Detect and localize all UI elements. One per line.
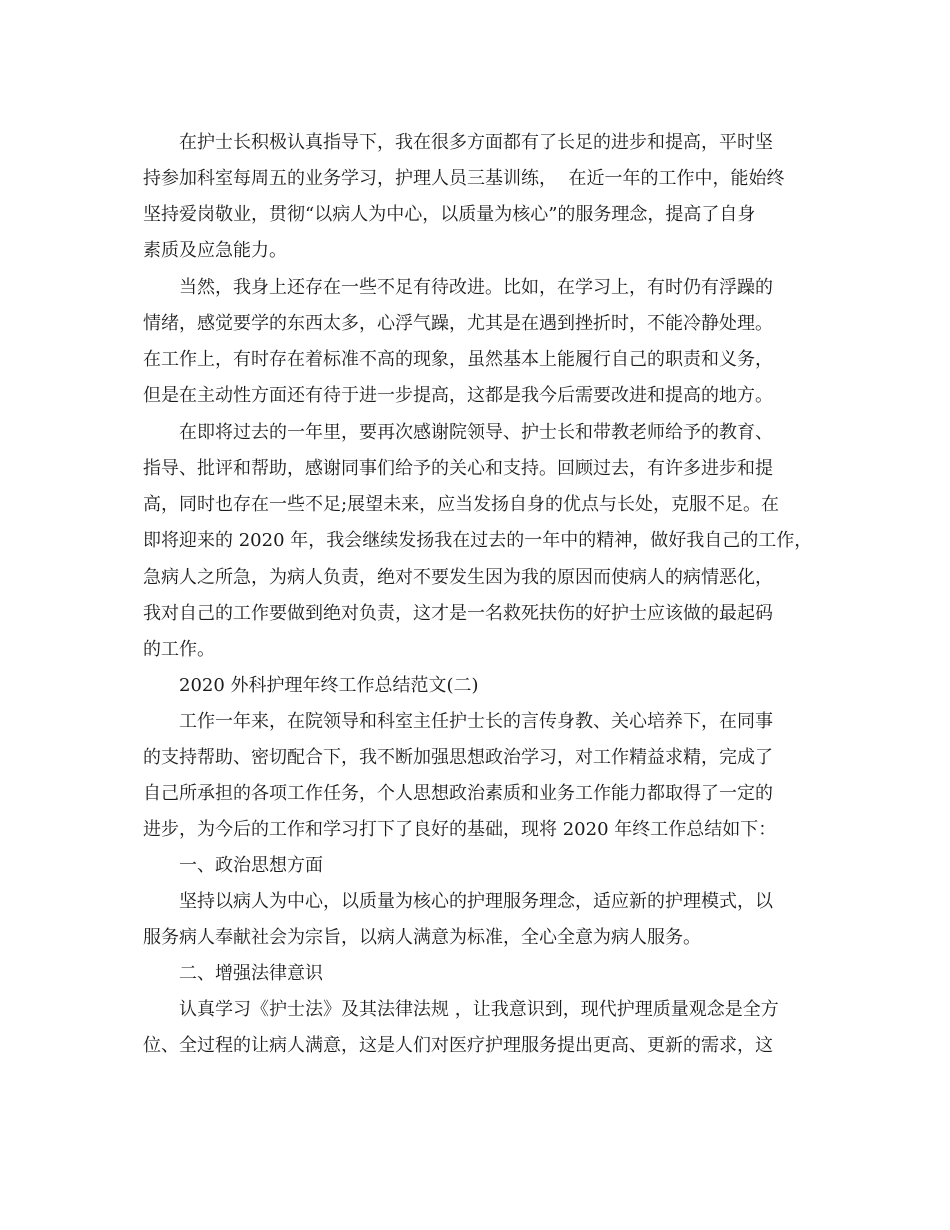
text-line: 持参加科室每周五的业务学习，护理人员三基训练， 在近一年的工作中，能始终 <box>143 168 785 189</box>
text-line: 即将迎来的 2020 年，我会继续发扬我在过去的一年中的精神，做好我自己的工作， <box>143 530 813 551</box>
text-line: 当然，我身上还存在一些不足有待改进。比如，在学习上，有时仍有浮躁的 <box>179 277 773 298</box>
text-line: 在工作上，有时存在着标准不高的现象，虽然基本上能履行自己的职责和义务， <box>143 349 773 370</box>
text-line: 坚持爱岗敬业，贯彻“以病人为中心，以质量为核心”的服务理念，提高了自身 <box>143 204 756 225</box>
text-line: 自己所承担的各项工作任务，个人思想政治素质和业务工作能力都取得了一定的 <box>143 783 773 804</box>
text-line: 工作一年来，在院领导和科室主任护士长的言传身教、关心培养下，在同事 <box>179 711 773 732</box>
section-heading: 一、政治思想方面 <box>179 855 323 876</box>
text-line: 但是在主动性方面还有待于进一步提高，这都是我今后需要改进和提高的地方。 <box>143 385 773 406</box>
text-line: 位、全过程的让病人满意，这是人们对医疗护理服务提出更高、更新的需求，这 <box>143 1035 773 1056</box>
text-line: 在护士长积极认真指导下，我在很多方面都有了长足的进步和提高，平时坚 <box>179 132 773 153</box>
text-line: 的支持帮助、密切配合下，我不断加强思想政治学习，对工作精益求精，完成了 <box>143 747 773 768</box>
text-line: 急病人之所急，为病人负责，绝对不要发生因为我的原因而使病人的病情恶化， <box>143 567 773 588</box>
text-line: 指导、批评和帮助，感谢同事们给予的关心和支持。回顾过去，有许多进步和提 <box>143 458 773 479</box>
text-line: 进步，为今后的工作和学习打下了良好的基础，现将 2020 年终工作总结如下： <box>143 819 777 840</box>
text-line: 坚持以病人为中心，以质量为核心的护理服务理念，适应新的护理模式，以 <box>179 891 773 912</box>
text-line: 情绪，感觉要学的东西太多，心浮气躁，尤其是在遇到挫折时，不能冷静处理。 <box>143 313 773 334</box>
text-line: 认真学习《护士法》及其法律法规 ，让我意识到，现代护理质量观念是全方 <box>179 999 779 1020</box>
text-line: 高，同时也存在一些不足;展望未来，应当发扬自身的优点与长处，克服不足。在 <box>143 494 780 515</box>
section-heading: 二、增强法律意识 <box>179 963 323 984</box>
text-line: 我对自己的工作要做到绝对负责，这才是一名救死扶伤的好护士应该做的最起码 <box>143 603 773 624</box>
text-line: 服务病人奉献社会为宗旨，以病人满意为标准，全心全意为病人服务。 <box>143 927 701 948</box>
section-title: 2020 外科护理年终工作总结范文(二) <box>179 675 479 696</box>
text-line: 在即将过去的一年里，要再次感谢院领导、护士长和带教老师给予的教育、 <box>179 422 773 443</box>
text-line: 的工作。 <box>143 639 215 660</box>
text-line: 素质及应急能力。 <box>143 240 287 261</box>
